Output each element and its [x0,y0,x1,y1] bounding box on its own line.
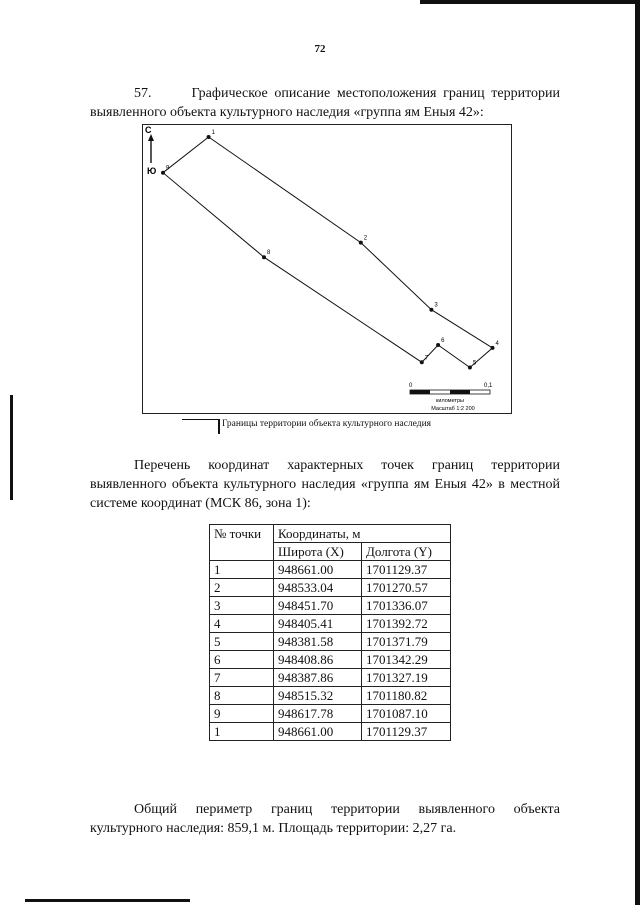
longitude-cell: 1701270.57 [362,579,451,597]
header-latitude: Широта (X) [274,543,362,561]
summary-paragraph [90,800,560,838]
latitude-cell: 948408.86 [274,651,362,669]
table-header-row [210,525,451,543]
coordinates-intro-text: Перечень координат характерных точек границ территории выявленного объекта культурного наследия «группа ям Еныя 42» в местной системе координат (МСК 86, зона 1): [90,458,560,511]
latitude-cell: 948533.04 [274,579,362,597]
latitude-cell: 948515.32 [274,687,362,705]
page-number: 72 [314,43,326,55]
latitude-cell: 948387.86 [274,669,362,687]
point-number-cell: 4 [210,615,274,633]
table-row [210,705,451,723]
scan-mark-left [10,395,13,500]
table-row [210,579,451,597]
boundary-point [429,308,433,312]
boundary-point [161,171,165,175]
scale-end-label: 0,1 [484,383,493,389]
header-coordinates: Координаты, м [274,525,451,543]
scan-edge-right [635,0,640,905]
boundary-point-label: 1 [211,130,215,136]
north-arrow [145,125,156,176]
table-row [210,651,451,669]
latitude-cell: 948381.58 [274,633,362,651]
latitude-cell: 948661.00 [274,561,362,579]
header-point-number: № точки [210,525,274,561]
coordinates-intro [90,456,560,513]
boundary-points [161,130,500,370]
table-row [210,723,451,741]
legend-boundary-symbol [182,419,220,434]
boundary-polygon [163,137,493,368]
scale-bar-seg-1 [410,390,430,394]
point-number-cell: 1 [210,561,274,579]
coordinates-table [209,524,451,741]
table-row [210,615,451,633]
table-row [210,633,451,651]
north-arrow-head [148,134,154,141]
scale-bar-seg-2 [450,390,470,394]
boundary-point-label: 4 [495,340,499,347]
longitude-cell: 1701327.19 [362,669,451,687]
point-number-cell: 1 [210,723,274,741]
longitude-cell: 1701371.79 [362,633,451,651]
table-body [210,561,451,741]
boundary-point [420,360,424,364]
scale-start-label: 0 [409,383,413,389]
boundary-point [468,366,472,370]
boundary-point-label: 7 [424,355,429,362]
boundary-point-label: 9 [166,165,170,172]
boundary-point [262,255,266,259]
scan-edge-top [420,0,640,4]
latitude-cell: 948451.70 [274,597,362,615]
boundary-point-label: 6 [441,338,445,344]
point-number-cell: 5 [210,633,274,651]
map-legend [182,419,431,434]
point-number-cell: 6 [210,651,274,669]
north-label: С [145,125,152,135]
boundary-point-label: 8 [267,250,271,257]
scale-text: Масштаб 1:2 200 [431,406,475,412]
south-label: Ю [147,166,157,176]
table-row [210,561,451,579]
longitude-cell: 1701392.72 [362,615,451,633]
longitude-cell: 1701180.82 [362,687,451,705]
section-text: Графическое описание местоположения границ территории выявленного объекта культурного наследия «группа ям Еныя 42»: [90,86,560,120]
table-row [210,669,451,687]
longitude-cell: 1701129.37 [362,723,451,741]
point-number-cell: 3 [210,597,274,615]
point-number-cell: 7 [210,669,274,687]
point-number-cell: 2 [210,579,274,597]
header-longitude: Долгота (Y) [362,543,451,561]
boundary-point [359,241,363,245]
point-number-cell: 8 [210,687,274,705]
section-heading [90,84,560,122]
scale-bar [409,383,493,412]
table-row [210,597,451,615]
longitude-cell: 1701087.10 [362,705,451,723]
table-row [210,687,451,705]
boundary-map [142,124,512,414]
boundary-point [491,346,495,350]
latitude-cell: 948405.41 [274,615,362,633]
map-canvas [143,125,511,413]
scale-unit-label: километры [436,398,464,404]
legend-text: Границы территории объекта культурного наследия [222,419,432,429]
boundary-point-label: 3 [434,302,438,309]
point-number-cell: 9 [210,705,274,723]
boundary-point [436,343,440,347]
longitude-cell: 1701336.07 [362,597,451,615]
longitude-cell: 1701342.29 [362,651,451,669]
longitude-cell: 1701129.37 [362,561,451,579]
latitude-cell: 948617.78 [274,705,362,723]
scan-edge-bottom [25,899,190,902]
latitude-cell: 948661.00 [274,723,362,741]
boundary-point [207,135,211,139]
boundary-point-label: 5 [472,360,477,367]
boundary-point-label: 2 [363,235,368,242]
section-number: 57. [134,86,152,101]
summary-text: Общий периметр границ территории выявленного объекта культурного наследия: 859,1 м. Площадь территории: 2,27 га. [90,802,560,836]
